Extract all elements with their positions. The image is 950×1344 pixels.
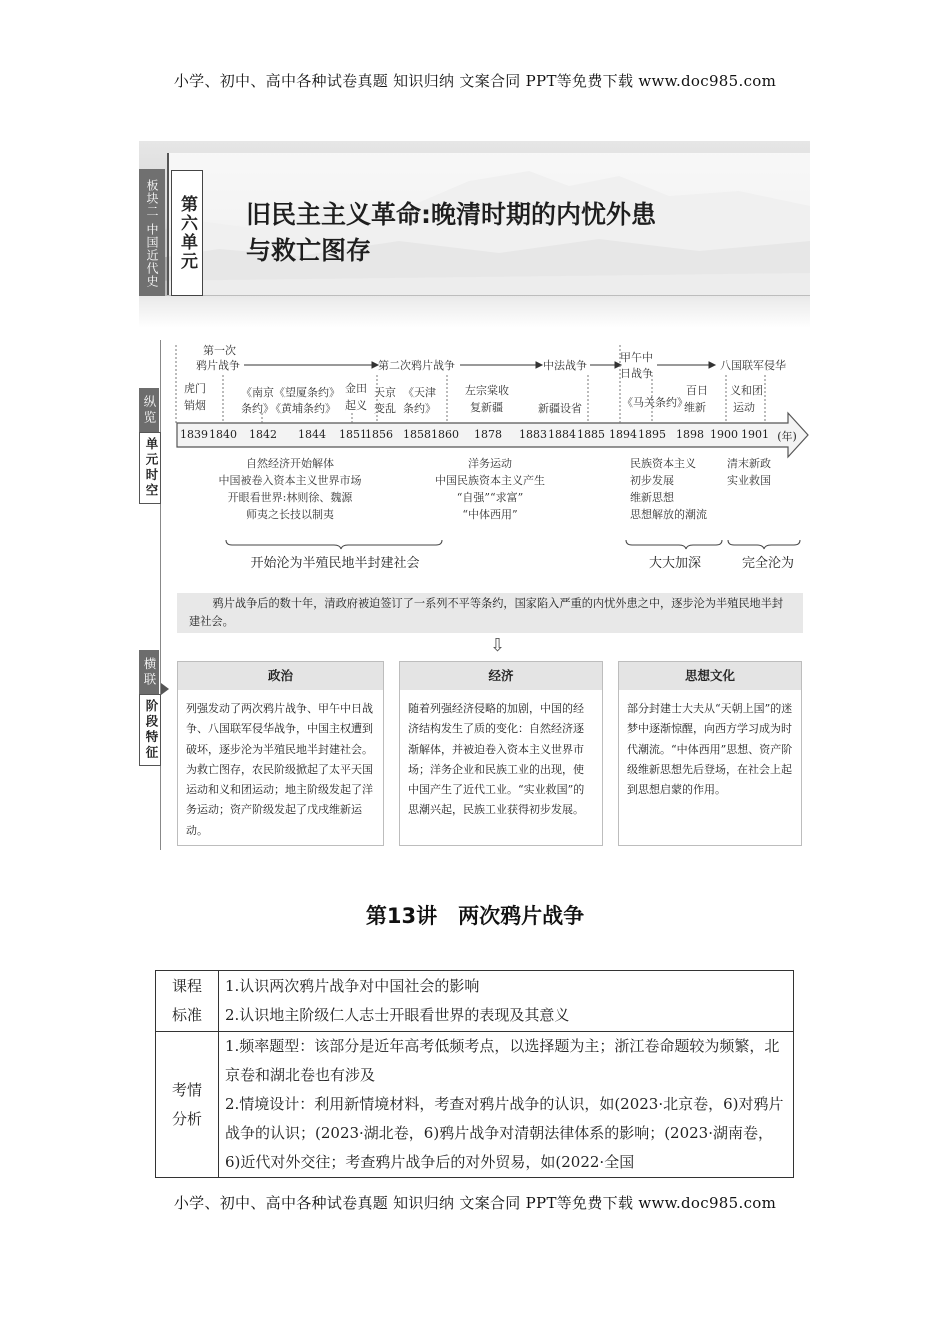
event-label: 维新	[684, 401, 706, 414]
note-line: 中国被卷入资本主义世界市场	[218, 474, 362, 487]
note-line: 师夷之长技以制夷	[246, 508, 334, 521]
year-tick: 1894	[609, 428, 637, 441]
note-line: 洋务运动	[468, 457, 512, 470]
stage-label-3: 完全沦为	[741, 556, 794, 571]
table-row	[156, 1032, 794, 1178]
stage-notes-2	[425, 455, 555, 523]
year-tick: 1901	[741, 428, 769, 441]
note-line: 清末新政	[727, 457, 771, 470]
tab-unit-space: 单元时空	[139, 432, 161, 504]
event-label: 左宗棠收	[465, 384, 509, 397]
event-label: 《南京	[241, 386, 274, 399]
event-label: 百日	[686, 384, 708, 397]
row-content	[219, 1032, 794, 1178]
column-title: 经济	[400, 662, 602, 690]
event-label: 《望厦条约》	[274, 386, 340, 399]
note-line: 自然经济开始解体	[246, 457, 334, 470]
event-label: 销烟	[184, 399, 206, 412]
content-line: 1.认识两次鸦片战争对中国社会的影响	[225, 977, 480, 995]
event-label: 新疆设省	[538, 402, 582, 415]
content-line: 1.频率题型：该部分是近年高考低频考点，以选择题为主；浙江卷命题较为频繁，北京卷和湖北卷也有涉及	[225, 1037, 780, 1084]
row-label	[156, 1032, 219, 1178]
year-tick: 1844	[298, 428, 326, 441]
note-line: 中国民族资本主义产生	[435, 474, 545, 487]
content-line: 2.情境设计：利用新情境材料，考查对鸦片战争的认识，如(2023·北京卷，6)对鸦片战争的认识；(2023·湖北卷，6)鸦片战争对清朝法律体系的影响；(2023·湖南卷，6)近代对外交往；考查鸦片战争后的对外贸易，如(2022·全国	[225, 1095, 784, 1171]
stage-notes-1	[205, 455, 375, 523]
year-tick: 1856	[365, 428, 393, 441]
stage-label-2: 大大加深	[648, 556, 701, 571]
summary-box: 鸦片战争后的数十年，清政府被迫签订了一系列不平等条约，国家陷入严重的内忧外患之中，逐步沦为半殖民地半封建社会。	[177, 593, 803, 633]
note-line: 初步发展	[630, 474, 674, 487]
lecture-title: 第13讲 两次鸦片战争	[365, 904, 585, 928]
column-culture	[618, 661, 802, 846]
event-label: 复新疆	[470, 401, 503, 414]
war-label: 甲午中	[620, 351, 653, 364]
section-tab: 板块二 中国近代史	[139, 169, 165, 296]
event-label: 条约》	[241, 402, 274, 415]
year-tick: 1883	[519, 428, 547, 441]
row-label-text: 考情分析	[171, 1080, 202, 1128]
tab-henglian: 横联	[139, 650, 159, 694]
event-label: 变乱	[374, 402, 396, 415]
note-line: 民族资本主义	[630, 457, 696, 470]
war-label: 日战争	[620, 367, 653, 380]
note-line: 实业救国	[727, 474, 771, 487]
stage-notes-4	[727, 455, 797, 489]
year-tick: 1878	[474, 428, 502, 441]
event-label: 条约》	[403, 402, 436, 415]
event-label: 《天津	[403, 386, 436, 399]
event-label: 《黄埔条约》	[270, 402, 336, 415]
war-label: 第二次鸦片战争	[378, 359, 455, 372]
year-tick: 1898	[676, 428, 704, 441]
event-label: 天京	[374, 386, 396, 399]
stage-label-1: 开始沦为半殖民地半封建社会	[250, 556, 420, 571]
stage-notes-3	[630, 455, 730, 523]
note-line: 思想解放的潮流	[630, 508, 707, 521]
event-label: 虎门	[184, 382, 206, 395]
unit-title-line1: 旧民主主义革命:晚清时期的内忧外患	[246, 200, 656, 229]
war-label: 第一次	[203, 344, 236, 357]
note-line: 开眼看世界:林则徐、魏源	[227, 491, 353, 504]
pointer-icon	[161, 683, 171, 695]
year-tick: 1858	[403, 428, 431, 441]
row-label	[156, 971, 219, 1032]
event-label: 金田	[345, 382, 367, 395]
table-row	[156, 971, 794, 1032]
column-body: 部分封建士大夫从“天朝上国”的迷梦中逐渐惊醒，向西方学习成为时代潮流。“中体西用”思想、资产阶级维新思想先后登场，在社会上起到思想启蒙的作用。	[627, 702, 793, 797]
year-tick: 1885	[577, 428, 605, 441]
page-header: 小学、初中、高中各种试卷真题 知识归纳 文案合同 PPT等免费下载 www.doc985.com	[173, 72, 777, 90]
column-title: 思想文化	[619, 662, 801, 690]
year-unit: (年)	[777, 430, 797, 443]
column-body: 列强发动了两次鸦片战争、甲午中日战争、八国联军侵华战争，中国主权遭到破坏，逐步沦为半殖民地半封建社会。为救亡图存，农民阶级掀起了太平天国运动和义和团运动；地主阶级发起了洋务运动；资产阶级发起了戊戌维新运动。	[186, 702, 373, 837]
year-tick: 1851	[339, 428, 367, 441]
page-footer: 小学、初中、高中各种试卷真题 知识归纳 文案合同 PPT等免费下载 www.doc985.com	[173, 1194, 777, 1212]
row-content	[219, 971, 794, 1032]
event-label: 运动	[733, 401, 755, 414]
event-label: 义和团	[730, 384, 763, 397]
unit-title-line2: 与救亡图存	[246, 236, 372, 265]
war-label: 鸦片战争	[196, 359, 240, 372]
year-tick: 1840	[209, 428, 237, 441]
war-label: 八国联军侵华	[720, 359, 786, 372]
column-politics	[177, 661, 384, 846]
content-line: 2.认识地主阶级仁人志士开眼看世界的表现及其意义	[225, 1006, 570, 1024]
year-tick: 1884	[548, 428, 576, 441]
war-label: 中法战争	[543, 359, 587, 372]
standards-table	[155, 970, 794, 1178]
year-tick: 1842	[249, 428, 277, 441]
banner-fade	[139, 296, 810, 328]
year-tick: 1900	[710, 428, 738, 441]
column-title: 政治	[178, 662, 383, 690]
event-label: 起义	[345, 399, 367, 412]
note-line: “自强”“求富”	[456, 491, 524, 504]
year-tick: 1895	[638, 428, 666, 441]
column-economy	[399, 661, 603, 846]
year-tick: 1839	[180, 428, 208, 441]
note-line: “中体西用”	[462, 508, 518, 521]
event-label: 《马关条约》	[622, 396, 688, 409]
down-arrow-icon: ⇩	[490, 635, 506, 656]
tab-stage: 阶段特征	[139, 694, 161, 766]
tab-zonglan: 纵览	[139, 388, 159, 432]
note-line: 维新思想	[630, 491, 674, 504]
column-body: 随着列强经济侵略的加剧，中国的经济结构发生了质的变化：自然经济逐渐解体，并被迫卷入资本主义世界市场；洋务企业和民族工业的出现，使中国产生了近代工业。“实业救国”的思潮兴起，民族工业获得初步发展。	[408, 702, 585, 817]
unit-tab: 第六单元	[171, 170, 203, 296]
unit-title	[246, 197, 766, 269]
year-tick: 1860	[431, 428, 459, 441]
row-label-text: 课程标准	[171, 977, 202, 1024]
